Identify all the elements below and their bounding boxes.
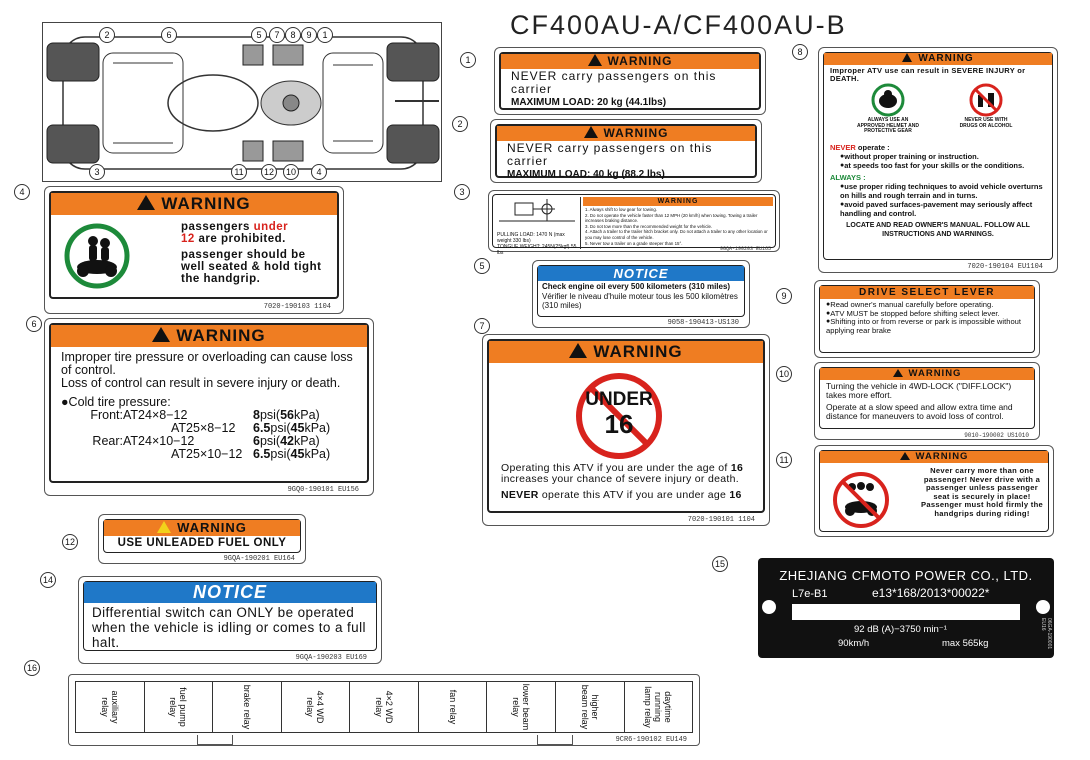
passenger-ok-icon (61, 223, 133, 289)
relay-name: brake relay (241, 684, 252, 730)
hitch-icon (495, 197, 581, 227)
tire-warning-text: Improper tire pressure or overloading can cause loss of control. (61, 350, 353, 377)
tire-row: Rear: AT24×10−12 6 psi( 42 kPa) (92, 434, 320, 448)
relay-name: higher beam relay (579, 684, 600, 730)
callout-3: 3 (89, 164, 105, 180)
label-7-under-16 (482, 334, 770, 526)
warning-triangle-icon (588, 54, 602, 66)
plate-hole-left (762, 600, 776, 614)
part-code: 7020-190101 1104 (687, 516, 755, 524)
pulling-load-label: PULLING LOAD: (497, 232, 535, 238)
differential-text: Differential switch can ONLY be operated when the vehicle is idling or comes to a full halt. (92, 605, 366, 650)
tire-pressure-table (61, 409, 357, 461)
callout-9: 9 (301, 27, 317, 43)
towing-instructions (583, 206, 773, 247)
drive-select-list (820, 299, 1034, 337)
drive-select-item: ● Read owner's manual carefully before operating. (826, 301, 1028, 310)
label-number-9: 9 (776, 288, 792, 304)
age-number: 16 (604, 409, 634, 439)
callout-11: 11 (231, 164, 247, 180)
part-code: 9GQA-190203 EU165 (719, 246, 771, 252)
plate-model: L7e-B1 (792, 588, 828, 600)
page-title: CF400AU-A/CF400AU-B (510, 10, 847, 40)
towing-item: 3. Do not tow more than the recommended weight for the vehicle. (585, 223, 713, 229)
owners-manual-footer: LOCATE AND READ OWNER'S MANUAL. FOLLOW ALL INSTRUCTIONS AND WARNINGS. (846, 222, 1030, 238)
atv-outline-drawing (43, 23, 443, 183)
label-number-8: 8 (792, 44, 808, 60)
always-item: ● use proper riding techniques to avoid vehicle overturns on hills and rough terrain and in turns. (840, 182, 1046, 200)
tongue-weight-value: 245N(25kgf) 55 lbs (497, 244, 577, 256)
label-9-drive-select-lever (814, 280, 1040, 358)
part-code: 7020-190103 1104 (263, 303, 331, 311)
relay-cell (487, 682, 556, 732)
plate-hole-right (1036, 600, 1050, 614)
label-14-differential-notice (78, 576, 382, 664)
always-list (830, 182, 1046, 218)
callout-4: 4 (311, 164, 327, 180)
notice-header: NOTICE (538, 266, 744, 281)
label-4-passenger-age (44, 186, 344, 314)
relay-cell (625, 682, 693, 732)
callout-7: 7 (269, 27, 285, 43)
drive-select-header: DRIVE SELECT LEVER (820, 286, 1034, 299)
label-8-atv-use (818, 47, 1058, 273)
relay-cell (76, 682, 145, 732)
passenger-age-line: passengers under (181, 221, 289, 233)
part-code: 9GQ0-190101 EU156 (287, 486, 359, 494)
tire-row: AT25×10−12 6.5 psi( 45 kPa) (171, 447, 331, 461)
three-riders-prohibited-icon (830, 471, 892, 529)
label-16-relay-map (68, 674, 700, 746)
label-number-16: 16 (24, 660, 40, 676)
relay-name: 4×2 WD relay (374, 690, 395, 724)
relay-name: 4×4 WD relay (305, 690, 326, 724)
pulling-load-value: 1470 N (max weight 330 lbs) (497, 232, 565, 244)
plate-mass: max 565kg (942, 638, 989, 649)
part-code: 7020-190104 EU1104 (967, 263, 1043, 271)
warning-triangle-icon (902, 53, 912, 62)
maximum-load: MAXIMUM LOAD: 40 kg (88.2 lbs) (507, 169, 665, 180)
plate-speed: 90km/h (838, 638, 870, 649)
relay-name: fan relay (447, 689, 458, 725)
label-number-4: 4 (14, 184, 30, 200)
label-number-3: 3 (454, 184, 470, 200)
diff-lock-text: Turning the vehicle in 4WD-LOCK ("DIFF.LOCK") takes more effort. (826, 381, 1012, 400)
label-6-tire-pressure (44, 318, 374, 496)
warning-header: WARNING (501, 54, 759, 69)
notice-french: Vérifier le niveau d'huile moteur tous les 500 kilomètres (310 miles) (542, 292, 738, 310)
relay-name: auxiliary relay (99, 690, 120, 724)
label-5-engine-oil-notice (532, 260, 750, 328)
label-number-6: 6 (26, 316, 42, 332)
towing-item: 5. Never tow a trailer on a grade steeper than 15°. (585, 240, 683, 246)
warning-header: WARNING (497, 126, 755, 141)
plate-company: ZHEJIANG CFMOTO POWER CO., LTD. (779, 568, 1033, 583)
callout-10: 10 (283, 164, 299, 180)
towing-item: 4. Attach a trailer to the trailer hitch bracket only. Do not attach a trailer to any other location or you may lose control of the vehicle. (585, 229, 768, 240)
relay-tab-left (197, 735, 233, 745)
label-number-15: 15 (712, 556, 728, 572)
callout-5: 5 (251, 27, 267, 43)
label-12-unleaded-fuel (98, 514, 306, 564)
warning-triangle-icon (584, 126, 598, 138)
plate-vin-field (792, 604, 1020, 620)
tire-warning-text: Loss of control can result in severe injury or death. (61, 376, 341, 390)
part-code: 9CR6-190102 EU149 (615, 736, 687, 744)
relay-cell (145, 682, 214, 732)
label-3-towing (488, 190, 780, 256)
relay-row (75, 681, 693, 733)
never-item: ● at speeds too fast for your skills or the conditions. (840, 161, 1046, 170)
age-warning-text: Operating this ATV if you are under the age of 16 increases your chance of severe injury or death. (501, 462, 744, 485)
always-item: ● avoid paved surfaces-pavement may seriously affect handling and control. (840, 200, 1046, 218)
towing-item: 1. Always shift to low gear for towing. (585, 207, 657, 212)
relay-cell (213, 682, 282, 732)
drive-select-item: ● Shifting into or from reverse or park is impossible without applying rear brake (826, 318, 1028, 335)
callout-12: 12 (261, 164, 277, 180)
no-alcohol-caption: NEVER USE WITH DRUGS OR ALCOHOL (959, 117, 1013, 129)
warning-header: WARNING (104, 520, 300, 536)
plate-noise: 92 dB (A)−3750 min⁻¹ (854, 624, 947, 635)
label-number-7: 7 (474, 318, 490, 334)
passenger-rules-text: Never carry more than one passenger! Never drive with a passenger unless passenger seat is securely in place! Passenger must hold firmly the handgrips during riding! (920, 466, 1044, 518)
warning-triangle-icon (152, 327, 170, 342)
relay-tab-right (537, 735, 573, 745)
warning-triangle-icon (893, 369, 903, 377)
callout-8: 8 (285, 27, 301, 43)
warning-triangle-icon (900, 452, 910, 460)
towing-diagram (495, 197, 581, 256)
label-number-1: 1 (460, 52, 476, 68)
never-operate-heading: NEVER operate : (830, 143, 890, 152)
drive-select-item: ● ATV MUST be stopped before shifting select lever. (826, 310, 1028, 319)
relay-cell (556, 682, 625, 732)
age-never-text: NEVER operate this ATV if you are under age 16 (501, 489, 742, 501)
cold-tire-heading: ●Cold tire pressure: (61, 395, 171, 409)
under-16-prohibited-icon (567, 371, 671, 461)
callout-1: 1 (317, 27, 333, 43)
always-heading: ALWAYS : (830, 173, 866, 182)
passenger-age-line: 12 are prohibited. (181, 233, 286, 245)
relay-name: daytime running lamp relay (643, 686, 674, 728)
part-code: 9GQA-190203 EU169 (295, 654, 367, 662)
never-item: ● without proper training or instruction. (840, 152, 1046, 161)
under-text: UNDER (585, 389, 653, 410)
relay-cell (419, 682, 488, 732)
relay-name: fuel pump relay (168, 687, 189, 727)
plate-side-code: 06GA-190001 EU16 (1040, 618, 1052, 650)
warning-header: WARNING (824, 53, 1052, 65)
tongue-weight-label: TONGUE WEIGHT: (497, 244, 541, 250)
warning-header: WARNING (51, 325, 367, 347)
fuel-instruction: USE UNLEADED FUEL ONLY (117, 537, 287, 549)
no-alcohol-icon (966, 83, 1006, 117)
tire-row: AT25×8−12 6.5 psi( 45 kPa) (171, 421, 331, 435)
tire-row: Front: AT24×8−12 8 psi( 56 kPa) (90, 408, 320, 422)
label-number-14: 14 (40, 572, 56, 588)
warning-header: WARNING (51, 193, 337, 215)
helmet-icon (868, 83, 908, 117)
label-number-2: 2 (452, 116, 468, 132)
plate-approval: e13*168/2013*00022* (872, 586, 990, 600)
never-list (830, 152, 1046, 170)
notice-header: NOTICE (84, 582, 376, 603)
label-15-vehicle-plate (758, 558, 1054, 658)
maximum-load: MAXIMUM LOAD: 20 kg (44.1lbs) (511, 97, 667, 108)
label-number-5: 5 (474, 258, 490, 274)
warning-triangle-icon (157, 521, 171, 533)
part-code: 9058-190413-US130 (667, 319, 739, 327)
callout-6: 6 (161, 27, 177, 43)
callout-2: 2 (99, 27, 115, 43)
label-2-carrier-rear (490, 119, 762, 183)
warning-header: WARNING (583, 197, 773, 206)
warning-header: WARNING (489, 341, 763, 363)
towing-item: 2. Do not operate the vehicle faster than 12 MPH (20 km/h) when towing. Towing a trailer increases braking distance. (585, 212, 758, 224)
diff-lock-text: Operate at a slow speed and allow extra time and distance for maneuvers to avoid loss of control. (826, 402, 1013, 421)
relay-cell (350, 682, 419, 732)
relay-name: lower beam relay (511, 683, 532, 731)
warning-triangle-icon (569, 343, 587, 358)
atv-use-intro: Improper ATV use can result in SEVERE INJURY or DEATH. (830, 66, 1026, 83)
helmet-caption: ALWAYS USE AN APPROVED HELMET AND PROTECTIVE GEAR (856, 117, 920, 134)
atv-top-view-diagram (42, 22, 442, 182)
label-11-one-passenger (814, 445, 1054, 537)
label-number-12: 12 (62, 534, 78, 550)
part-code: 9GQA-190201 EU164 (223, 555, 295, 563)
relay-cell (282, 682, 351, 732)
passenger-seated-text: passenger should be well seated & hold tight the handgrip. (181, 249, 322, 285)
label-number-11: 11 (776, 452, 792, 468)
label-10-diff-lock (814, 362, 1040, 440)
label-1-carrier-front (494, 47, 766, 115)
warning-header: WARNING (820, 368, 1034, 380)
warning-text: NEVER carry passengers on this carrier (511, 69, 717, 96)
warning-text: NEVER carry passengers on this carrier (507, 141, 713, 168)
notice-english: Check engine oil every 500 kilometers (310 miles) (542, 282, 731, 291)
label-number-10: 10 (776, 366, 792, 382)
warning-triangle-icon (137, 195, 155, 210)
warning-header: WARNING (820, 451, 1048, 463)
part-code: 9010-190002 US1010 (964, 432, 1029, 439)
